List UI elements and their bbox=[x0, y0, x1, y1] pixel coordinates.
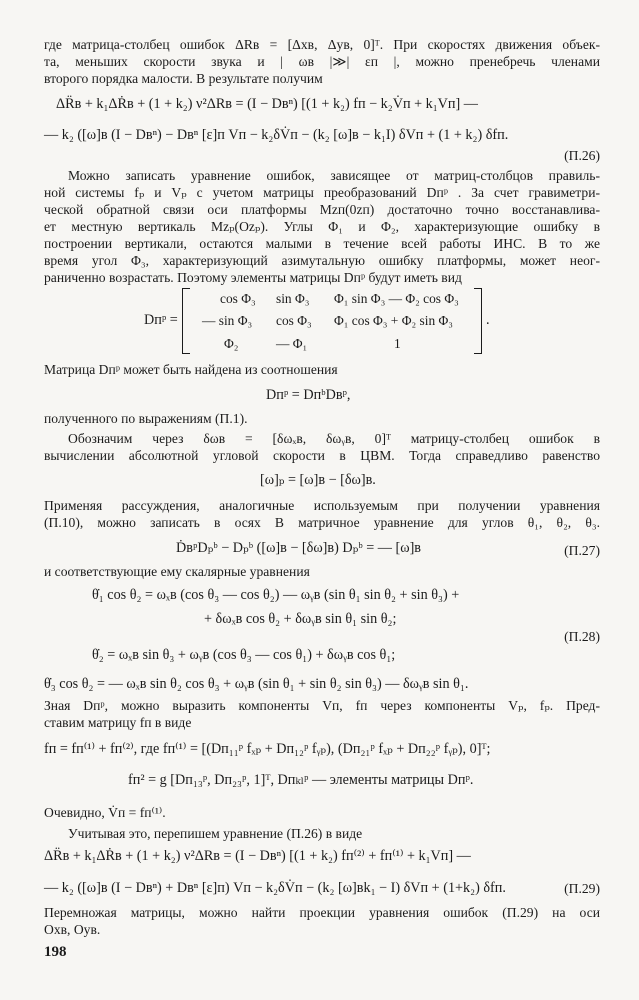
text-line: полученного по выражениям (П.1). bbox=[44, 411, 248, 426]
equation-p27: ḊвᵖDₚᵇ − Dₚᵇ ([ω]в − [δω]в) Dₚᵇ = — [ω]в bbox=[176, 540, 421, 556]
matrix-cell: 1 bbox=[394, 336, 401, 351]
equation-p26-line1: ΔR̈в + k₁ΔṘв + (1 + k₂) ν²ΔRв = (I − Dвⁿ) [(1 + k₂) fп − k₂V̇п + k₁Vп] — bbox=[56, 96, 478, 112]
equation-relation: Dпᵖ = DпᵇDвᵖ, bbox=[266, 387, 351, 403]
page-number: 198 bbox=[44, 944, 67, 960]
text-line: Можно записать уравнение ошибок, зависящее от матриц-столбцов правиль- bbox=[68, 168, 600, 183]
right-bracket bbox=[474, 288, 482, 354]
text-line: второго порядка малости. В результате получим bbox=[44, 71, 323, 86]
text-line: Обозначим через δωв = [δωₓв, δωᵧв, 0]ᵀ матрицу-столбец ошибок в bbox=[68, 431, 600, 446]
matrix-cell: — sin Φ₃ bbox=[202, 313, 253, 328]
text-line: (П.10), можно записать в осях В матричное уравнение для углов θ₁, θ₂, θ₃. bbox=[44, 515, 600, 530]
text-line: Очевидно, V̇п = fп⁽¹⁾. bbox=[44, 805, 166, 820]
matrix-cell: sin Φ₃ bbox=[276, 291, 310, 306]
text-line: Применяя рассуждения, аналогичные используемым при получении уравнения bbox=[44, 498, 600, 513]
equation-fp-line1: fп = fп⁽¹⁾ + fп⁽²⁾, где fп⁽¹⁾ = [(Dп₁₁ᵖ fₓₚ + Dп₁₂ᵖ fᵧₚ), (Dп₂₁ᵖ fₓₚ + Dп₂₂ᵖ fᵧₚ), 0]ᵀ; bbox=[44, 741, 491, 757]
text-line: вычислении абсолютной угловой скорости в ЦВМ. Тогда справедливо равенство bbox=[44, 448, 600, 463]
matrix-cell: Φ₁ sin Φ₃ — Φ₂ cos Φ₃ bbox=[334, 291, 459, 306]
equation-p26-line2: — k₂ ([ω]в (I − Dвⁿ) − Dвⁿ [ε]п Vп − k₂δV̇п − (k₂ [ω]в − k₁I) δVп + (1 + k₂) δfп. bbox=[44, 127, 509, 143]
matrix-cell: Φ₁ cos Φ₃ + Φ₂ sin Φ₃ bbox=[334, 313, 453, 328]
text-line: ставим матрицу fп в виде bbox=[44, 715, 192, 730]
text-line: где матрица-столбец ошибок ΔRв = [Δxв, Δyв, 0]ᵀ. При скоростях движения объек- bbox=[44, 37, 600, 52]
text-line: Учитывая это, перепишем уравнение (П.26) в виде bbox=[68, 826, 363, 841]
text-line: ет местную вертикаль Mzₚ(Ozₚ). Углы Φ₁ и Φ₂, характеризующие ошибку в bbox=[44, 219, 600, 234]
equation-number: (П.28) bbox=[564, 629, 600, 644]
equation-fp-line2: fп² = g [Dп₁₃ᵖ, Dп₂₃ᵖ, 1]ᵀ, Dпₖₗᵖ — элементы матрицы Dпᵖ. bbox=[128, 772, 474, 788]
text-line: Oxв, Oyв. bbox=[44, 922, 101, 937]
equation-p29-line2: — k₂ ([ω]в (I − Dвⁿ) + Dвⁿ [ε]п) Vп − k₂δV̇п − (k₂ [ω]вk₁ − I) δVп + (1+k₂) δfп. bbox=[44, 880, 506, 896]
text-line: ной системы fₚ и Vₚ с учетом матрицы преобразований Dпᵖ . За счет гравиметри- bbox=[44, 185, 600, 200]
equation-omega: [ω]ₚ = [ω]в − [δω]в. bbox=[260, 472, 376, 488]
text-line: Зная Dпᵖ, можно выразить компоненты Vп, fп через компоненты Vₚ, fₚ. Пред- bbox=[44, 698, 600, 713]
text-line: время угол Φ₃, характеризующий азимутальную ошибку платформы, может неог- bbox=[44, 253, 600, 268]
matrix-period: . bbox=[486, 312, 490, 328]
equation-p29-line1: ΔR̈в + k₁ΔṘв + (1 + k₂) ν²ΔRв = (I − Dвⁿ) [(1 + k₂) fп⁽²⁾ + fп⁽¹⁾ + k₁Vп] — bbox=[44, 848, 471, 864]
text-line: и соответствующие ему скалярные уравнения bbox=[44, 564, 310, 579]
equation-p28-line4: θ̇₃ cos θ₂ = — ωₓв sin θ₂ cos θ₃ + ωᵧв (sin θ₁ + sin θ₂ sin θ₃) — δωᵧв sin θ₁. bbox=[44, 676, 469, 692]
equation-p28-line3: θ̇₂ = ωₓв sin θ₃ + ωᵧв (cos θ₃ — cos θ₁) + δωᵧв cos θ₁; bbox=[92, 647, 396, 663]
text-line: Матрица Dпᵖ может быть найдена из соотношения bbox=[44, 362, 338, 377]
equation-number: (П.27) bbox=[564, 543, 600, 558]
book-page bbox=[44, 0, 600, 1000]
left-bracket bbox=[182, 288, 190, 354]
text-line: ческой обратной связи оси платформы Mzп(0zп) достаточно точно восстанавлива- bbox=[44, 202, 600, 217]
text-line: та, меньших скорости звука и | ωв |≫| εп |, можно пренебречь членами bbox=[44, 54, 600, 69]
text-line: раниченно возрастать. Поэтому элементы матрицы Dпᵖ будут иметь вид bbox=[44, 270, 462, 285]
equation-number: (П.29) bbox=[564, 881, 600, 896]
matrix-cell: cos Φ₃ bbox=[276, 313, 312, 328]
matrix-cell: cos Φ₃ bbox=[220, 291, 256, 306]
matrix-cell: — Φ₁ bbox=[276, 336, 308, 351]
matrix-cell: Φ₂ bbox=[224, 336, 239, 351]
matrix-dp bbox=[144, 288, 544, 352]
text-line: построении вертикали, остаются малыми в течение всей работы ИНС. В то же bbox=[44, 236, 600, 251]
equation-number: (П.26) bbox=[564, 148, 600, 163]
equation-p28-line1: θ̇₁ cos θ₂ = ωₓв (cos θ₃ — cos θ₂) — ωᵧв (sin θ₁ sin θ₂ + sin θ₃) + bbox=[92, 587, 460, 603]
equation-p28-line2: + δωₓв cos θ₂ + δωᵧв sin θ₁ sin θ₂; bbox=[204, 611, 397, 627]
text-line: Перемножая матрицы, можно найти проекции уравнения ошибок (П.29) на оси bbox=[44, 905, 600, 920]
matrix-label: Dпᵖ = bbox=[144, 312, 178, 328]
